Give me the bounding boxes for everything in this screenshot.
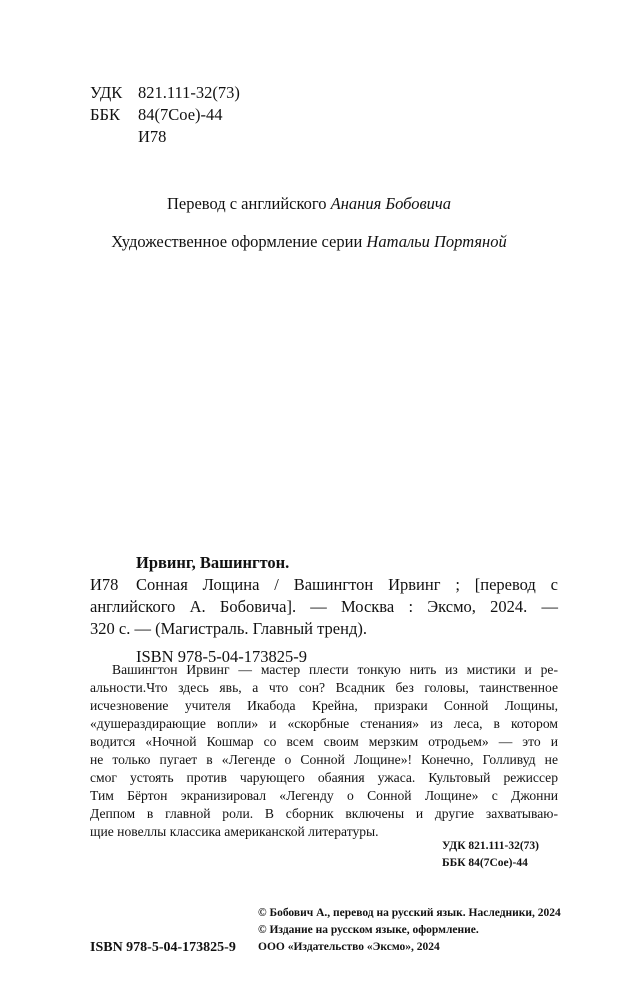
annotation-line: Вашингтон Ирвинг — мастер плести тонкую нить из мистики и ре- <box>112 662 558 677</box>
author-mark: И78 <box>138 127 167 146</box>
annotation-line: исчезновение учителя Икабода Крейна, призраки Сонной Лощины, <box>90 698 558 713</box>
catalog-line: 320 с. — (Магистраль. Главный тренд). <box>90 619 367 638</box>
translation-credit <box>0 194 618 214</box>
copyright-line: © Издание на русском языке, оформление. <box>258 924 479 936</box>
bbk-label: ББК <box>90 105 120 124</box>
copyright-line: © Бобович А., перевод на русский язык. Наследники, 2024 <box>258 907 561 919</box>
annotation-line: альности.Что здесь явь, а что сон? Всадник без головы, таинственное <box>90 680 558 695</box>
copyright-isbn: ISBN 978-5-04-173825-9 <box>90 940 236 955</box>
annotation-line: не только пугает в «Легенде о Сонной Лощине»! Конечно, Голливуд не <box>90 752 558 767</box>
annotation-line: Тим Бёртон экранизировал «Легенду о Сонной Лощине» с Джонни <box>90 788 558 803</box>
annotation-line: смог устоять против чарующего обаяния ужаса. Культовый режиссер <box>90 770 558 785</box>
catalog-line: английского А. Бобовича]. — Москва : Эксмо, 2024. — <box>90 597 558 616</box>
design-prefix: Художественное оформление серии <box>111 232 363 251</box>
bbk-value: 84(7Сое)-44 <box>138 105 223 124</box>
bbk-line <box>90 104 223 126</box>
udk-line <box>90 82 240 104</box>
catalog-mark: И78 <box>90 575 119 594</box>
udk-label: УДК <box>90 83 123 102</box>
udk-value: 821.111-32(73) <box>138 83 240 102</box>
catalog-isbn: ISBN 978-5-04-173825-9 <box>136 647 307 666</box>
footer-bbk: ББК 84(7Сое)-44 <box>442 857 528 869</box>
design-credit <box>0 232 618 252</box>
footer-udk: УДК 821.111-32(73) <box>442 840 539 852</box>
catalog-line: Сонная Лощина / Вашингтон Ирвинг ; [перевод с <box>136 575 558 594</box>
annotation-line: щие новеллы классика американской литературы. <box>90 824 379 839</box>
annotation-line: водится «Ночной Кошмар со всем своим мерзким отродьем» — это и <box>90 734 558 749</box>
annotation-line: «душераздирающие вопли» и «скорбные стенания» из леса, в котором <box>90 716 558 731</box>
translation-prefix: Перевод с английского <box>166 194 327 213</box>
designer-name: Натальи Портяной <box>366 232 507 251</box>
annotation-line: Деппом в главной роли. В сборник включены и другие захватываю- <box>90 806 558 821</box>
copyright-line: ООО «Издательство «Эксмо», 2024 <box>258 941 440 953</box>
catalog-heading: Ирвинг, Вашингтон. <box>136 553 290 572</box>
translator-name: Анания Бобовича <box>330 194 452 213</box>
